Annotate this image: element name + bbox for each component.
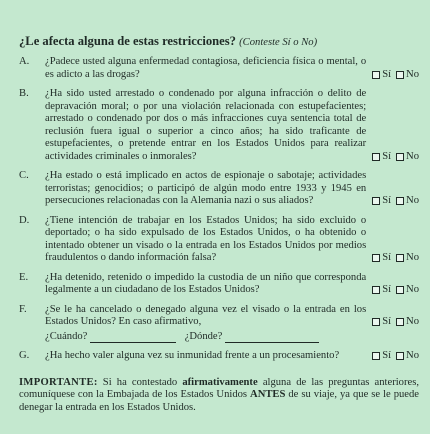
yes-checkbox[interactable] (372, 318, 380, 326)
question-text: ¿Se le ha cancelado o denegado alguna vez el visado o la entrada en los Estados Unidos? En caso afirmativo, (45, 303, 367, 327)
answer-options (372, 316, 419, 329)
no-label: No (406, 68, 419, 80)
important-label: IMPORTANTE: (19, 376, 98, 388)
yes-label: Sí (382, 150, 392, 162)
no-label: No (406, 316, 419, 327)
yes-checkbox[interactable] (372, 254, 380, 262)
question-letter: B. (19, 88, 29, 99)
important-emphasis: ANTES (250, 389, 286, 400)
no-checkbox[interactable] (396, 286, 404, 294)
yes-checkbox[interactable] (372, 71, 380, 79)
question-d (19, 215, 419, 265)
question-letter: A. (19, 56, 30, 67)
question-letter: G. (19, 350, 30, 361)
answer-options (372, 284, 419, 297)
question-text: ¿Ha detenido, retenido o impedido la custodia de un niño que corresponda legalmente a un ciudadano de los Estados Unidos? (45, 271, 367, 295)
no-label: No (406, 195, 419, 206)
important-text: Si ha contestado (102, 376, 178, 388)
question-c (19, 170, 419, 208)
question-letter: F. (19, 303, 27, 315)
answer-options (372, 151, 419, 164)
yes-label: Sí (382, 68, 392, 80)
where-label: ¿Dónde? (184, 330, 223, 342)
no-label: No (406, 350, 419, 361)
yes-checkbox[interactable] (372, 197, 380, 205)
no-checkbox[interactable] (396, 153, 404, 161)
important-text: alguna de las preguntas anteriores, comuníquese con la Embajada de los Estados Unidos (19, 376, 419, 400)
answer-options (372, 350, 419, 363)
yes-label: Sí (382, 316, 392, 327)
yes-checkbox[interactable] (372, 286, 380, 294)
answer-options (372, 195, 419, 208)
answer-options (372, 69, 419, 82)
question-text: ¿Padece usted alguna enfermedad contagiosa, deficiencia física o mental, o es adicto a las drogas? (45, 56, 367, 80)
question-g (19, 350, 419, 363)
question-text: ¿Tiene intención de trabajar en los Estados Unidos; ha sido excluido o deportado; o ha sido expulsado de los Estados Unidos, o ha obtenido o intentado obtener un visado o la entrada en los Estados Unidos por medios fraudulentos o dando información falsa? (45, 214, 367, 263)
question-f (19, 304, 419, 344)
where-field[interactable] (225, 342, 319, 343)
yes-checkbox[interactable] (372, 352, 380, 360)
no-checkbox[interactable] (396, 71, 404, 79)
question-letter: D. (19, 214, 30, 226)
question-letter: E. (19, 271, 29, 283)
question-text: ¿Ha hecho valer alguna vez su inmunidad frente a un procesamiento? (45, 350, 340, 361)
question-text: ¿Ha estado o está implicado en actos de espionaje o sabotaje; actividades terroristas; genocidios; o participó de algún modo entre 1933 y 1945 en persecuciones relacionadas con la Alemania nazi o sus aliados? (45, 170, 367, 206)
when-label: ¿Cuándo? (45, 330, 88, 342)
no-checkbox[interactable] (396, 318, 404, 326)
yes-label: Sí (382, 195, 392, 206)
important-text: de su viaje, ya que se le puede denegar la entrada en los Estados Unidos. (19, 389, 420, 413)
question-a (19, 56, 419, 81)
important-notice (19, 377, 419, 415)
section-note: (Conteste Sí o No) (239, 37, 318, 48)
question-letter: C. (19, 170, 29, 181)
important-emphasis: afirmativamente (182, 376, 258, 388)
section-title: ¿Le afecta alguna de estas restricciones? (19, 34, 236, 48)
yes-checkbox[interactable] (372, 153, 380, 161)
when-where-row (45, 331, 419, 344)
no-checkbox[interactable] (396, 197, 404, 205)
question-text: ¿Ha sido usted arrestado o condenado por alguna infracción o delito de depravación moral; o por una violación relacionada con estupefacientes; arrestado o condenado por dos o más infracciones cuya sentencia total de reclusión fuera igual o superior a cinco años; ha sido traficante de estupefacientes, o pretende entrar en los Estados Unidos para realizar actividades criminales o inmorales? (45, 88, 367, 162)
question-e (19, 272, 419, 297)
no-checkbox[interactable] (396, 254, 404, 262)
yes-label: Sí (382, 350, 392, 361)
no-checkbox[interactable] (396, 352, 404, 360)
yes-label: Sí (382, 284, 392, 295)
no-label: No (406, 150, 419, 162)
answer-options (372, 252, 419, 265)
when-field[interactable] (90, 342, 176, 343)
section-header (19, 34, 419, 50)
question-b (19, 88, 419, 163)
no-label: No (406, 284, 419, 295)
yes-label: Sí (382, 252, 392, 263)
no-label: No (406, 252, 419, 263)
